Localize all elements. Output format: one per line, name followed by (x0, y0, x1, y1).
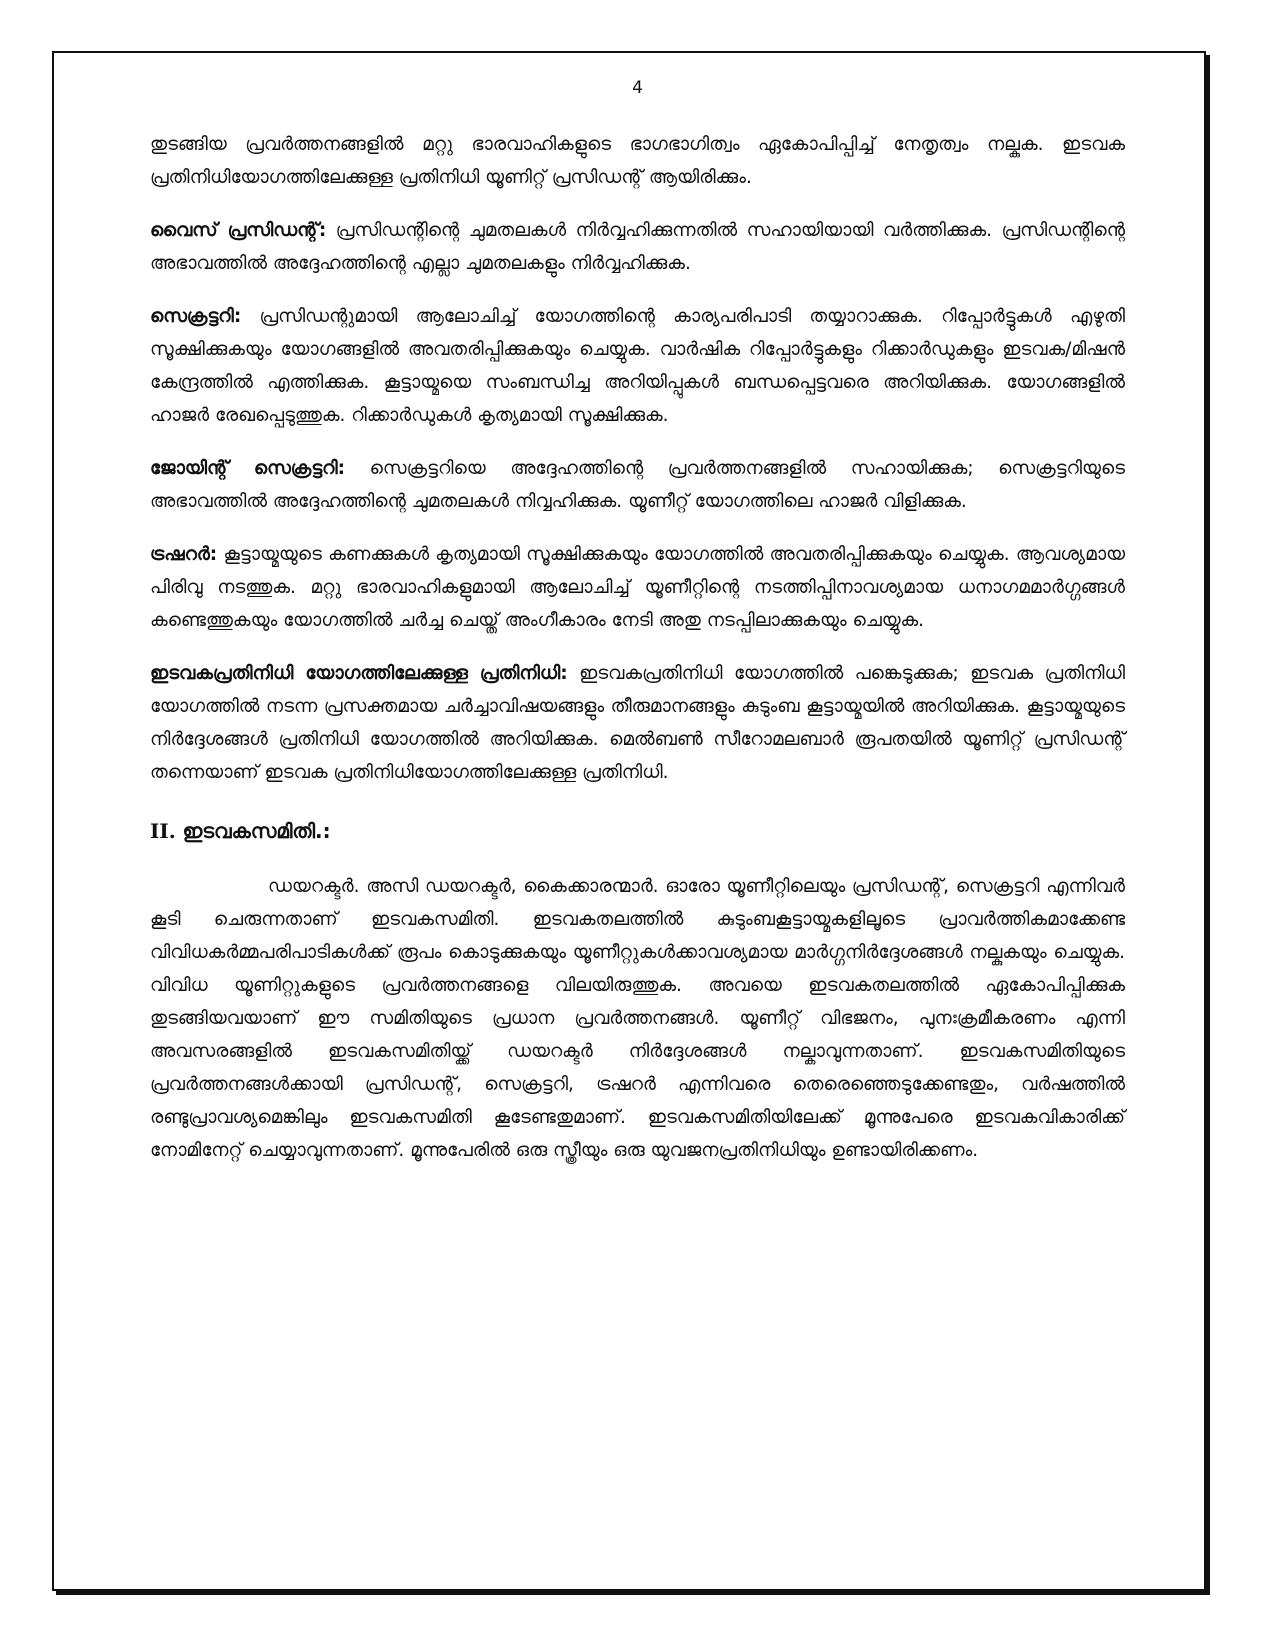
role-label-treasurer: ട്രഷറർ: (150, 544, 218, 565)
paragraph-text: ഇടവകപ്രതിനിധി യോഗത്തിൽ പങ്കെടുക്കുക; ഇടവക പ്രതിനിധി യോഗത്തിൽ നടന്ന പ്രസക്തമായ ചർച്ചാവിഷയങ്ങളും തീരുമാനങ്ങളും കുടുംബ കൂട്ടായ്മയിൽ അറിയിക്കുക. കൂട്ടായ്മയുടെ നിർദ്ദേശങ്ങൾ പ്രതിനിധി യോഗത്തിൽ അറിയിക്കുക. മെൽബൺ സീറോമലബാർ രൂപതയിൽ യൂണിറ്റ് പ്രസിഡന്റ് തന്നെയാണ് ഇടവക പ്രതിനിധിയോഗത്തിലേക്കുള്ള പ്രതിനിധി. (150, 663, 1125, 783)
paragraph-joint-secretary (150, 452, 1125, 518)
role-label-joint-secretary: ജോയിന്റ് സെക്രട്ടറി: (150, 458, 346, 479)
paragraph-text: പ്രസിഡന്റിന്റെ ചുമതലകൾ നിർവ്വഹിക്കുന്നതിൽ സഹായിയായി വർത്തിക്കുക. പ്രസിഡന്റിന്റെ അഭാവത്തിൽ അദ്ദേഹത്തിന്റെ എല്ലാ ചുമതലകളും നിർവ്വഹിക്കുക. (150, 220, 1125, 274)
paragraph-text: തുടങ്ങിയ പ്രവർത്തനങ്ങളിൽ മറ്റു ഭാരവാഹികളുടെ ഭാഗഭാഗിത്വം ഏകോപിപ്പിച്ച് നേതൃത്വം നല്കുക. ഇടവക പ്രതിനിധിയോഗത്തിലേക്കുള്ള പ്രതിനിധി യൂണിറ്റ് പ്രസിഡന്റ് ആയിരിക്കും. (150, 134, 1125, 188)
role-label-secretary: സെക്രട്ടറി: (150, 306, 242, 327)
paragraph-secretary (150, 300, 1125, 432)
role-label-vice-president: വൈസ് പ്രസിഡന്റ്: (150, 220, 327, 241)
page-number: 4 (632, 78, 643, 98)
paragraph-treasurer (150, 538, 1125, 637)
paragraph-text: കൂട്ടായ്മയുടെ കണക്കുകൾ കൃത്യമായി സൂക്ഷിക്കുകയും യോഗത്തിൽ അവതരിപ്പിക്കുകയും ചെയ്യുക. ആവശ്യമായ പിരിവു നടത്തുക. മറ്റു ഭാരവാഹികളുമായി ആലോചിച്ച് യൂണീറ്റിന്റെ നടത്തിപ്പിനാവശ്യമായ ധനാഗമമാർഗ്ഗങ്ങൾ കണ്ടെത്തുകയും യോഗത്തിൽ ചർച്ച ചെയ്ത് അംഗീകാരം നേടി അതു നടപ്പിലാക്കുകയും ചെയ്യുക. (150, 544, 1125, 631)
paragraph-parish-representative (150, 657, 1125, 789)
role-label-parish-representative: ഇടവകപ്രതിനിധി യോഗത്തിലേക്കുള്ള പ്രതിനിധി: (150, 663, 568, 684)
paragraph-vice-president (150, 214, 1125, 280)
document-body (150, 128, 1125, 1187)
section-number: II. (150, 819, 176, 843)
section-heading (150, 815, 1125, 848)
paragraph-text: സെക്രട്ടറിയെ അദ്ദേഹത്തിന്റെ പ്രവർത്തനങ്ങളിൽ സഹായിക്കുക; സെക്രട്ടറിയുടെ അഭാവത്തിൽ അദ്ദേഹത്തിന്റെ ചുമതലകൾ നിവ്വഹിക്കുക. യൂണീറ്റ് യോഗത്തിലെ ഹാജർ വിളിക്കുക. (150, 458, 1125, 512)
paragraph-continuation (150, 128, 1125, 194)
section-title: ഇടവകസമിതി.: (182, 819, 331, 843)
paragraph-text: പ്രസിഡന്റുമായി ആലോചിച്ച് യോഗത്തിന്റെ കാര്യപരിപാടി തയ്യാറാക്കുക. റിപ്പോർട്ടുകൾ എഴുതി സൂക്ഷിക്കുകയും യോഗങ്ങളിൽ അവതരിപ്പിക്കുകയും ചെയ്യുക. വാർഷിക റിപ്പോർട്ടുകളും റിക്കാർഡുകളും ഇടവക/മിഷൻ കേന്ദ്രത്തിൽ എത്തിക്കുക. കൂട്ടായ്മയെ സംബന്ധിച്ച അറിയിപ്പുകൾ ബന്ധപ്പെട്ടവരെ അറിയിക്കുക. യോഗങ്ങളിൽ ഹാജർ രേഖപ്പെടുത്തുക. റിക്കാർഡുകൾ കൃത്യമായി സൂക്ഷിക്കുക. (150, 306, 1125, 426)
section-body: ഡയറക്ടർ. അസി ഡയറക്ടർ, കൈക്കാരന്മാർ. ഓരോ യൂണീറ്റിലെയും പ്രസിഡന്റ്, സെക്രട്ടറി എന്നിവർ കൂടി ചെരുന്നതാണ് ഇടവകസമിതി. ഇടവകതലത്തിൽ കുടുംബകൂട്ടായ്മകളിലൂടെ പ്രാവർത്തികമാക്കേണ്ട വിവിധകർമ്മപരിപാടികൾക്ക് രൂപം കൊടുക്കുകയും യൂണീറ്റുകൾക്കാവശ്യമായ മാർഗ്ഗനിർദ്ദേശങ്ങൾ നല്കുകയും ചെയ്യുക. വിവിധ യൂണിറ്റുകളുടെ പ്രവർത്തനങ്ങളെ വിലയിരുത്തുക. അവയെ ഇടവകതലത്തിൽ ഏകോപിപ്പിക്കുക തുടങ്ങിയവയാണ് ഈ സമിതിയുടെ പ്രധാന പ്രവർത്തനങ്ങൾ. യൂണീറ്റ് വിഭജനം, പുനഃക്രമീകരണം എന്നി അവസരങ്ങളിൽ ഇടവകസമിതിയ്ക്ക് ഡയറക്ടർ നിർദ്ദേശങ്ങൾ നല്കാവുന്നതാണ്. ഇടവകസമിതിയുടെ പ്രവർത്തനങ്ങൾക്കായി പ്രസിഡന്റ്, സെക്രട്ടറി, ട്രഷറർ എന്നിവരെ തെരെഞ്ഞെടുക്കേണ്ടതും, വർഷത്തിൽ രണ്ടുപ്രാവശ്യമെങ്കിലും ഇടവകസമിതി കൂടേണ്ടതുമാണ്. ഇടവകസമിതിയിലേക്ക് മൂന്നുപേരെ ഇടവകവികാരിക്ക് നോമിനേറ്റ് ചെയ്യാവുന്നതാണ്. മൂന്നുപേരിൽ ഒരു സ്ത്രീയും ഒരു യുവജനപ്രതിനിധിയും ഉണ്ടായിരിക്കണം. (150, 876, 1125, 1161)
